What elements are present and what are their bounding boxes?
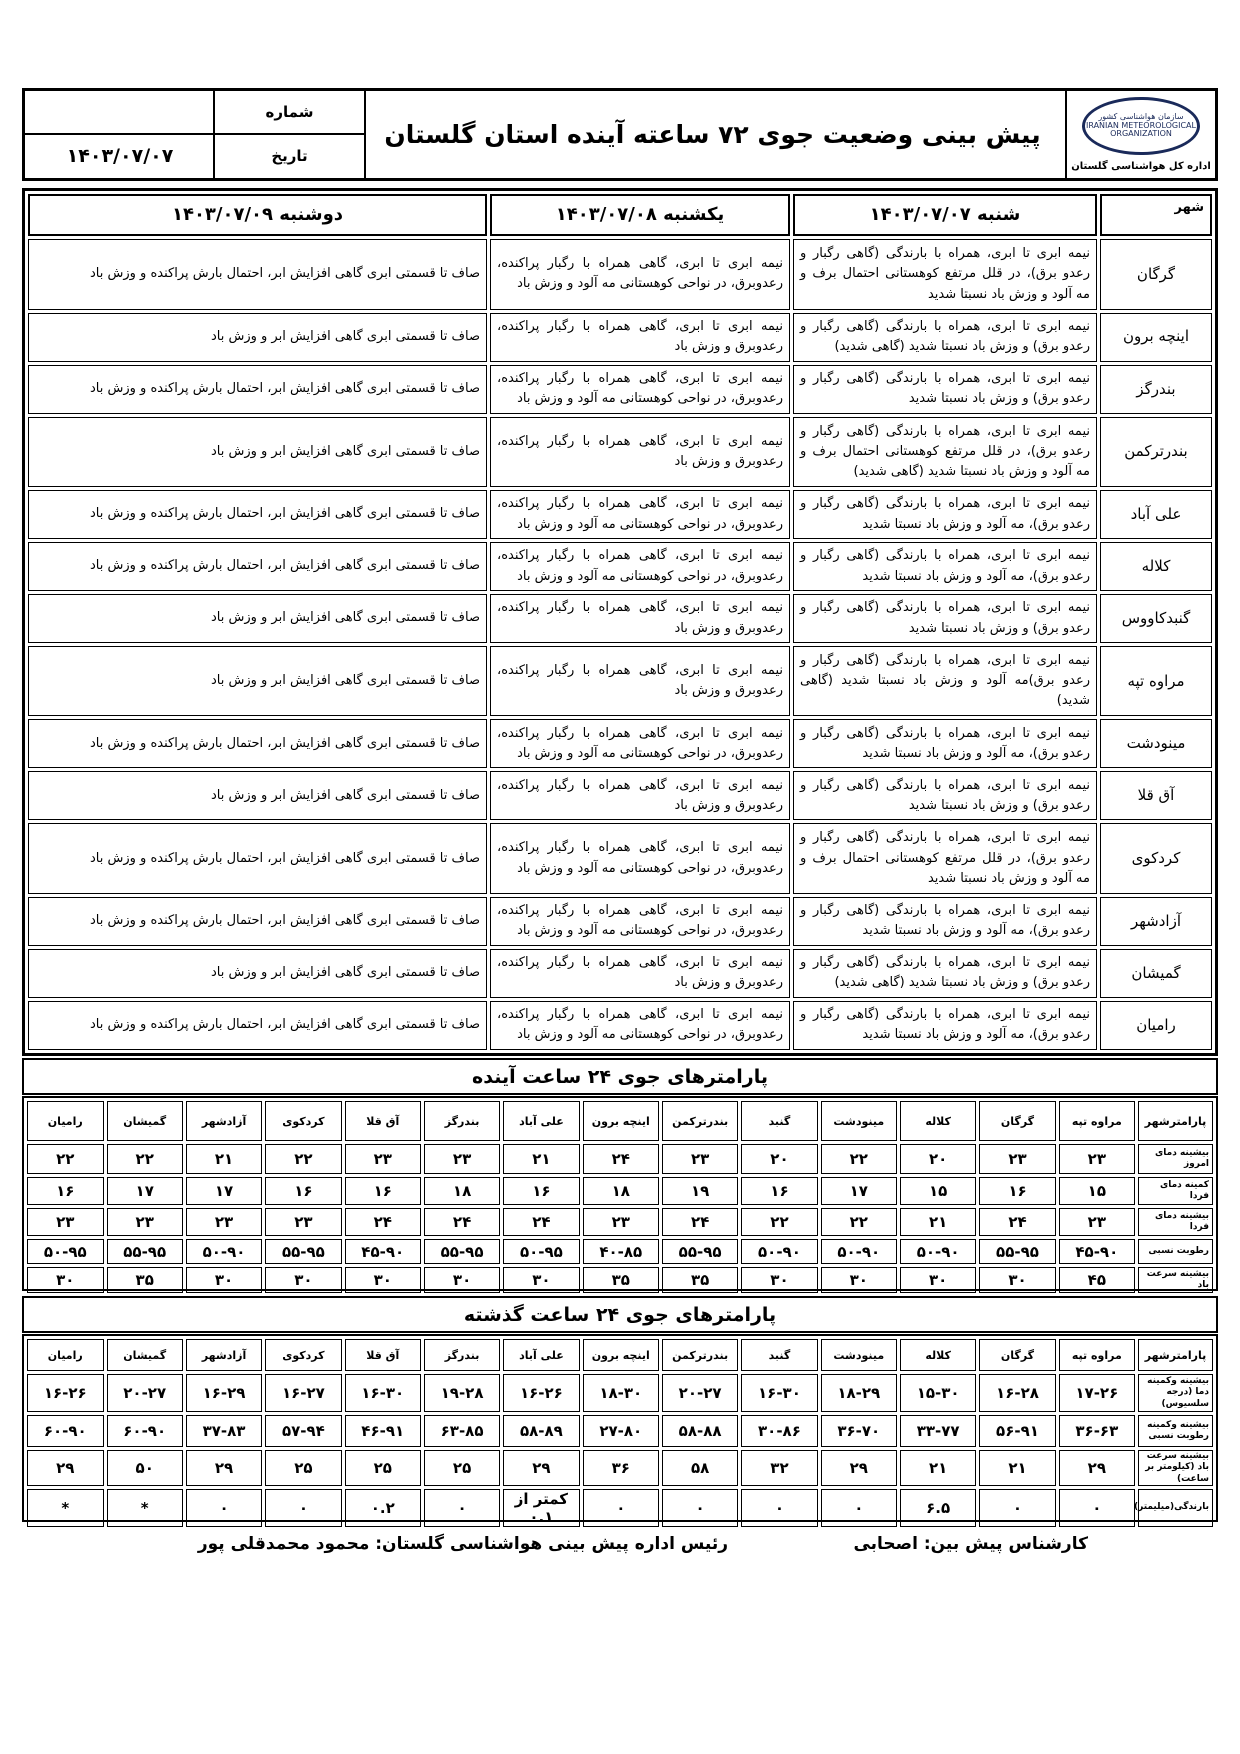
param-value: ۱۶ — [265, 1177, 341, 1205]
forecast-text: نیمه ابری تا ابری، همراه با بارندگی (گاهی رگبار و رعدو برق)، مه آلود و وزش باد نسبتا شدید — [793, 1001, 1097, 1050]
forecast-row — [28, 897, 1212, 946]
param-value: ۳۰ — [345, 1267, 421, 1293]
param-city-header: کردکوی — [265, 1101, 341, 1141]
param-value: ۰ — [186, 1489, 262, 1527]
forecast-text: صاف تا قسمتی ابری گاهی افزایش ابر، احتمال بارش پراکنده و وزش باد — [28, 490, 487, 539]
city-name: آزادشهر — [1100, 897, 1212, 946]
param-value: ۱۶-۳۰ — [345, 1374, 421, 1412]
param-city-header: بندرگز — [424, 1101, 500, 1141]
forecast-row — [28, 594, 1212, 643]
param-city-header: بندرترکمن — [662, 1339, 738, 1371]
param-city-header: مینودشت — [821, 1101, 897, 1141]
param-value: ۴۵ — [1059, 1267, 1135, 1293]
param-value: ۳۵ — [583, 1267, 659, 1293]
param-city-header: علی آباد — [503, 1101, 579, 1141]
param-city-header: گرگان — [979, 1339, 1055, 1371]
param-value: ۰ — [741, 1489, 817, 1527]
param-value: ۲۳ — [345, 1144, 421, 1174]
param-row — [27, 1239, 1213, 1264]
forecast-text: صاف تا قسمتی ابری گاهی افزایش ابر و وزش باد — [28, 949, 487, 998]
forecast-text: نیمه ابری تا ابری، گاهی همراه با رگبار پراکنده، رعدوبرق، در نواحی کوهستانی مه آلود و وزش باد — [490, 239, 790, 309]
city-name: گنبدکاووس — [1100, 594, 1212, 643]
param-city-header: مراوه تپه — [1059, 1339, 1135, 1371]
city-name: بندرترکمن — [1100, 417, 1212, 487]
param-value: ۲۵ — [265, 1450, 341, 1486]
forecast-text: نیمه ابری تا ابری، همراه با بارندگی (گاهی رگبار و رعدو برق) و وزش باد نسبتا شدید (گاهی شدید) — [793, 313, 1097, 362]
param-value: ۵۰-۹۰ — [741, 1239, 817, 1264]
param-value: ۲۱ — [900, 1208, 976, 1236]
forecast-text: صاف تا قسمتی ابری گاهی افزایش ابر و وزش باد — [28, 771, 487, 820]
city-column-header: شهر — [1100, 194, 1212, 236]
forecast-text: نیمه ابری تا ابری، گاهی همراه با رگبار پراکنده، رعدوبرق، در نواحی کوهستانی مه آلود و وزش باد — [490, 823, 790, 893]
city-name: بندرگز — [1100, 365, 1212, 414]
param-city-header: آق قلا — [345, 1101, 421, 1141]
param-value: ۲۳ — [1059, 1144, 1135, 1174]
param-city-header: مراوه تپه — [1059, 1101, 1135, 1141]
param-city-header: علی آباد — [503, 1339, 579, 1371]
param-value: ۱۶-۳۰ — [741, 1374, 817, 1412]
forecast-text: نیمه ابری تا ابری، گاهی همراه با رگبار پراکنده، رعدوبرق و وزش باد — [490, 646, 790, 716]
report-title: پیش بینی وضعیت جوی ۷۲ ساعته آینده استان گلستان — [384, 120, 1041, 149]
forecast-text: نیمه ابری تا ابری، همراه با بارندگی (گاهی رگبار و رعدو برق) و وزش باد نسبتا شدید (گاهی شدید) — [793, 949, 1097, 998]
forecast-text: نیمه ابری تا ابری، گاهی همراه با رگبار پراکنده، رعدوبرق، در نواحی کوهستانی مه آلود و وزش باد — [490, 542, 790, 591]
param-value: ۴۰-۸۵ — [583, 1239, 659, 1264]
param-value: * — [27, 1489, 104, 1527]
param-row — [27, 1450, 1213, 1486]
param-value: ۰ — [821, 1489, 897, 1527]
param-value: ۳۰ — [900, 1267, 976, 1293]
param-value: ۲۴ — [662, 1208, 738, 1236]
param-city-header: کردکوی — [265, 1339, 341, 1371]
param-value: ۱۵ — [1059, 1177, 1135, 1205]
day-header: یکشنبه ۱۴۰۳/۰۷/۰۸ — [490, 194, 790, 236]
param-value: ۲۲ — [821, 1144, 897, 1174]
param-value: ۶۰-۹۰ — [107, 1415, 183, 1447]
forecast-text: نیمه ابری تا ابری، گاهی همراه با رگبار پراکنده، رعدوبرق، در نواحی کوهستانی مه آلود و وزش باد — [490, 1001, 790, 1050]
forecaster-name: کارشناس پیش بین: اصحابی — [853, 1534, 1088, 1554]
param-value: ۵۰-۹۰ — [186, 1239, 262, 1264]
forecast-row — [28, 490, 1212, 539]
param-value: ۵۵-۹۵ — [662, 1239, 738, 1264]
param-value: ۲۰-۲۷ — [107, 1374, 183, 1412]
param-value: ۱۷ — [186, 1177, 262, 1205]
param-city-header: اینچه برون — [583, 1339, 659, 1371]
param-value: ۲۲ — [27, 1144, 104, 1174]
forecast-row — [28, 365, 1212, 414]
param-value: ۰ — [583, 1489, 659, 1527]
meteorology-logo-icon — [1082, 97, 1200, 155]
param-value: ۱۶-۲۸ — [979, 1374, 1055, 1412]
param-row — [27, 1208, 1213, 1236]
param-value: ۳۰ — [741, 1267, 817, 1293]
param-value: ۶.۵ — [900, 1489, 976, 1527]
param-row — [27, 1177, 1213, 1205]
param-value: ۵۰-۹۰ — [821, 1239, 897, 1264]
param-value: ۶۰-۹۰ — [27, 1415, 104, 1447]
forecast-row — [28, 719, 1212, 768]
param-value: ۴۶-۹۱ — [345, 1415, 421, 1447]
param-label: بیشینه دمای فردا — [1138, 1208, 1213, 1236]
param-value: ۲۳ — [424, 1144, 500, 1174]
forecast-row — [28, 239, 1212, 309]
param-value: ۳۰ — [979, 1267, 1055, 1293]
param-city-header: کلاله — [900, 1339, 976, 1371]
forecast-row — [28, 542, 1212, 591]
param-value: ۱۹-۲۸ — [424, 1374, 500, 1412]
forecast-text: نیمه ابری تا ابری، گاهی همراه با رگبار پراکنده، رعدوبرق و وزش باد — [490, 313, 790, 362]
param-value: ۲۳ — [1059, 1208, 1135, 1236]
param-value: ۲۱ — [186, 1144, 262, 1174]
param-value: ۱۷ — [821, 1177, 897, 1205]
param-header-row — [27, 1339, 1213, 1371]
param-value: ۲۹ — [1059, 1450, 1135, 1486]
param-value: ۱۶ — [979, 1177, 1055, 1205]
param-value: ۵۸-۸۹ — [503, 1415, 579, 1447]
param-value: ۰ — [662, 1489, 738, 1527]
city-name: کردکوی — [1100, 823, 1212, 893]
param-column-header: پارامترشهر — [1138, 1101, 1213, 1141]
param-value: ۲۱ — [503, 1144, 579, 1174]
param-value: ۴۵-۹۰ — [1059, 1239, 1135, 1264]
report-meta — [25, 91, 366, 178]
param-value: ۵۸-۸۸ — [662, 1415, 738, 1447]
param-value: ۵۸ — [662, 1450, 738, 1486]
param-row — [27, 1267, 1213, 1293]
param-city-header: آزادشهر — [186, 1339, 262, 1371]
param-city-header: بندرترکمن — [662, 1101, 738, 1141]
date-label: تاریخ — [213, 135, 364, 179]
forecast-text: نیمه ابری تا ابری، همراه با بارندگی (گاهی رگبار و رعدو برق)، مه آلود و وزش باد نسبتا شدید — [793, 490, 1097, 539]
param-value: ۳۵ — [662, 1267, 738, 1293]
param-city-header: آزادشهر — [186, 1101, 262, 1141]
param-value: ۰ — [265, 1489, 341, 1527]
forecast-row — [28, 1001, 1212, 1050]
forecast-text: صاف تا قسمتی ابری گاهی افزایش ابر و وزش باد — [28, 594, 487, 643]
param-value: ۳۰ — [821, 1267, 897, 1293]
forecast-text: نیمه ابری تا ابری، همراه با بارندگی (گاهی رگبار و رعدو برق) و وزش باد نسبتا شدید — [793, 365, 1097, 414]
param-value: ۳۰ — [424, 1267, 500, 1293]
param-label: بیشینه وکمینه دما (درجه سلسیوس) — [1138, 1374, 1213, 1412]
organization-logo — [1065, 91, 1215, 178]
param-value: ۲۳ — [186, 1208, 262, 1236]
param-value: ۲۳ — [107, 1208, 183, 1236]
forecast-text: نیمه ابری تا ابری، گاهی همراه با رگبار پراکنده، رعدوبرق، در نواحی کوهستانی مه آلود و وزش باد — [490, 897, 790, 946]
param-value: * — [107, 1489, 183, 1527]
forecast-text: صاف تا قسمتی ابری گاهی افزایش ابر و وزش باد — [28, 313, 487, 362]
param-value: ۲۹ — [821, 1450, 897, 1486]
next24-table — [22, 1096, 1218, 1291]
city-name: گمیشان — [1100, 949, 1212, 998]
param-value: ۰.۲ — [345, 1489, 421, 1527]
city-name: مراوه تپه — [1100, 646, 1212, 716]
forecast-row — [28, 313, 1212, 362]
param-value: ۲۵ — [345, 1450, 421, 1486]
param-value: ۱۸ — [424, 1177, 500, 1205]
past24-table — [22, 1334, 1218, 1526]
param-city-header: بندرگز — [424, 1339, 500, 1371]
param-value: ۶۳-۸۵ — [424, 1415, 500, 1447]
report-footer — [22, 1534, 1218, 1564]
param-value: کمتر از ۰.۱ — [503, 1489, 579, 1527]
param-value: ۲۹ — [27, 1450, 104, 1486]
next24-title: پارامترهای جوی ۲۴ ساعت آینده — [22, 1058, 1218, 1095]
forecast-text: صاف تا قسمتی ابری گاهی افزایش ابر، احتمال بارش پراکنده و وزش باد — [28, 239, 487, 309]
param-row — [27, 1374, 1213, 1412]
forecast-text: نیمه ابری تا ابری، گاهی همراه با رگبار پراکنده، رعدوبرق، در نواحی کوهستانی مه آلود و وزش باد — [490, 365, 790, 414]
param-value: ۱۶-۲۹ — [186, 1374, 262, 1412]
param-value: ۰ — [979, 1489, 1055, 1527]
param-value: ۲۳ — [979, 1144, 1055, 1174]
param-label: بیشینه وکمینه رطوبت نسبی — [1138, 1415, 1213, 1447]
param-city-header: گرگان — [979, 1101, 1055, 1141]
logo-text: سازمان هواشناسی کشور IRANIAN METEOROLOGICAL ORGANIZATION — [1085, 111, 1196, 139]
param-value: ۳۰ — [27, 1267, 104, 1293]
past24-title: پارامترهای جوی ۲۴ ساعت گذشته — [22, 1296, 1218, 1333]
forecast-text: صاف تا قسمتی ابری گاهی افزایش ابر، احتمال بارش پراکنده و وزش باد — [28, 365, 487, 414]
param-row — [27, 1144, 1213, 1174]
forecast-text: نیمه ابری تا ابری، همراه با بارندگی (گاهی رگبار و رعدو برق)، مه آلود و وزش باد نسبتا شدید — [793, 542, 1097, 591]
param-value: ۲۹ — [186, 1450, 262, 1486]
forecast-text: نیمه ابری تا ابری، گاهی همراه با رگبار پراکنده، رعدوبرق، در نواحی کوهستانی مه آلود و وزش باد — [490, 490, 790, 539]
param-value: ۲۲ — [741, 1208, 817, 1236]
param-value: ۱۶-۲۷ — [265, 1374, 341, 1412]
param-value: ۵۵-۹۵ — [265, 1239, 341, 1264]
param-value: ۵۵-۹۵ — [107, 1239, 183, 1264]
param-label: بیشینه سرعت باد — [1138, 1267, 1213, 1293]
forecast-text: نیمه ابری تا ابری، گاهی همراه با رگبار پراکنده، رعدوبرق و وزش باد — [490, 594, 790, 643]
param-value: ۲۱ — [979, 1450, 1055, 1486]
param-value: ۲۴ — [979, 1208, 1055, 1236]
number-value — [25, 91, 215, 133]
forecast-row — [28, 646, 1212, 716]
param-value: ۵۰-۹۵ — [503, 1239, 579, 1264]
param-city-header: گمیشان — [107, 1101, 183, 1141]
param-row — [27, 1415, 1213, 1447]
param-value: ۲۰-۲۷ — [662, 1374, 738, 1412]
param-value: ۲۲ — [265, 1144, 341, 1174]
city-name: رامیان — [1100, 1001, 1212, 1050]
param-value: ۲۰ — [900, 1144, 976, 1174]
param-value: ۳۶-۶۳ — [1059, 1415, 1135, 1447]
param-value: ۱۵ — [900, 1177, 976, 1205]
param-city-header: گنبد — [741, 1101, 817, 1141]
day-header: شنبه ۱۴۰۳/۰۷/۰۷ — [793, 194, 1097, 236]
forecast-row — [28, 949, 1212, 998]
forecast-text: نیمه ابری تا ابری، همراه با بارندگی (گاهی رگبار و رعدو برق) و وزش باد نسبتا شدید — [793, 771, 1097, 820]
param-value: ۳۵ — [107, 1267, 183, 1293]
param-value: ۳۶ — [583, 1450, 659, 1486]
forecast-text: صاف تا قسمتی ابری گاهی افزایش ابر، احتمال بارش پراکنده و وزش باد — [28, 897, 487, 946]
param-value: ۲۹ — [503, 1450, 579, 1486]
forecast-text: صاف تا قسمتی ابری گاهی افزایش ابر، احتمال بارش پراکنده و وزش باد — [28, 1001, 487, 1050]
param-value: ۰ — [1059, 1489, 1135, 1527]
report-header — [22, 88, 1218, 181]
param-label: کمینه دمای فردا — [1138, 1177, 1213, 1205]
city-name: آق قلا — [1100, 771, 1212, 820]
logo-caption: اداره کل هواشناسی گلستان — [1071, 161, 1211, 172]
chief-name: رئیس اداره پیش بینی هواشناسی گلستان: محمود محمدقلی پور — [197, 1534, 728, 1554]
param-city-header: مینودشت — [821, 1339, 897, 1371]
param-value: ۵۰ — [107, 1450, 183, 1486]
param-value: ۱۸ — [583, 1177, 659, 1205]
param-value: ۱۶ — [345, 1177, 421, 1205]
param-value: ۳۶-۷۰ — [821, 1415, 897, 1447]
forecast-text: صاف تا قسمتی ابری گاهی افزایش ابر و وزش باد — [28, 417, 487, 487]
param-value: ۱۶-۲۶ — [503, 1374, 579, 1412]
forecast-text: نیمه ابری تا ابری، همراه با بارندگی (گاهی رگبار و رعدو برق) و وزش باد نسبتا شدید — [793, 594, 1097, 643]
forecast-text: نیمه ابری تا ابری، همراه با بارندگی (گاهی رگبار و رعدو برق)، مه آلود و وزش باد نسبتا شدید — [793, 897, 1097, 946]
param-value: ۲۲ — [107, 1144, 183, 1174]
forecast-text: نیمه ابری تا ابری، گاهی همراه با رگبار پراکنده، رعدوبرق و وزش باد — [490, 771, 790, 820]
city-name: مینودشت — [1100, 719, 1212, 768]
param-city-header: گمیشان — [107, 1339, 183, 1371]
param-row — [27, 1489, 1213, 1527]
param-value: ۳۰ — [265, 1267, 341, 1293]
param-value: ۳۰ — [503, 1267, 579, 1293]
param-label: رطوبت نسبی — [1138, 1239, 1213, 1264]
forecast-text: نیمه ابری تا ابری، گاهی همراه با رگبار پراکنده، رعدوبرق و وزش باد — [490, 949, 790, 998]
forecast-text: نیمه ابری تا ابری، همراه با بارندگی (گاهی رگبار و رعدو برق)، در قلل مرتفع کوهستانی احتمال برف و مه آلود و وزش باد نسبتا شدید — [793, 823, 1097, 893]
param-value: ۱۶ — [503, 1177, 579, 1205]
forecast-text: صاف تا قسمتی ابری گاهی افزایش ابر، احتمال بارش پراکنده و وزش باد — [28, 719, 487, 768]
city-name: کلاله — [1100, 542, 1212, 591]
param-value: ۲۷-۸۰ — [583, 1415, 659, 1447]
forecast-row — [28, 417, 1212, 487]
date-value: ۱۴۰۳/۰۷/۰۷ — [66, 145, 174, 168]
param-city-header: اینچه برون — [583, 1101, 659, 1141]
param-value: ۲۳ — [265, 1208, 341, 1236]
param-city-header: کلاله — [900, 1101, 976, 1141]
param-city-header: گنبد — [741, 1339, 817, 1371]
param-value: ۲۵ — [424, 1450, 500, 1486]
forecast-table — [22, 188, 1218, 1056]
param-value: ۵۰-۹۰ — [900, 1239, 976, 1264]
param-value: ۲۴ — [583, 1144, 659, 1174]
forecast-text: صاف تا قسمتی ابری گاهی افزایش ابر، احتمال بارش پراکنده و وزش باد — [28, 542, 487, 591]
param-value: ۵۶-۹۱ — [979, 1415, 1055, 1447]
param-value: ۳۳-۷۷ — [900, 1415, 976, 1447]
day-header: دوشنبه ۱۴۰۳/۰۷/۰۹ — [28, 194, 487, 236]
param-value: ۱۹ — [662, 1177, 738, 1205]
forecast-row — [28, 771, 1212, 820]
param-header-row — [27, 1101, 1213, 1141]
param-value: ۱۸-۳۰ — [583, 1374, 659, 1412]
param-value: ۲۴ — [503, 1208, 579, 1236]
param-value: ۵۰-۹۵ — [27, 1239, 104, 1264]
city-name: اینچه برون — [1100, 313, 1212, 362]
param-label: بیشینه سرعت باد (کیلومتر بر ساعت) — [1138, 1450, 1213, 1486]
param-value: ۵۵-۹۵ — [979, 1239, 1055, 1264]
param-city-header: رامیان — [27, 1101, 104, 1141]
forecast-text: نیمه ابری تا ابری، همراه با بارندگی (گاهی رگبار و رعدو برق)، مه آلود و وزش باد نسبتا شدید — [793, 719, 1097, 768]
param-value: ۳۰ — [186, 1267, 262, 1293]
param-value: ۲۳ — [662, 1144, 738, 1174]
param-value: ۱۷-۲۶ — [1059, 1374, 1135, 1412]
param-value: ۲۴ — [345, 1208, 421, 1236]
forecast-row — [28, 823, 1212, 893]
param-city-header: رامیان — [27, 1339, 104, 1371]
param-value: ۲۴ — [424, 1208, 500, 1236]
forecast-text: نیمه ابری تا ابری، همراه با بارندگی (گاهی رگبار و رعدو برق)، در قلل مرتفع کوهستانی احتمال برف و مه آلود و وزش باد نسبتا شدید — [793, 239, 1097, 309]
param-value: ۲۲ — [821, 1208, 897, 1236]
forecast-text: نیمه ابری تا ابری، گاهی همراه با رگبار پراکنده، رعدوبرق و وزش باد — [490, 417, 790, 487]
param-value: ۲۳ — [27, 1208, 104, 1236]
param-value: ۳۷-۸۳ — [186, 1415, 262, 1447]
param-value: ۱۵-۳۰ — [900, 1374, 976, 1412]
forecast-text: نیمه ابری تا ابری، همراه با بارندگی (گاهی رگبار و رعدو برق)مه آلود و وزش باد نسبتا شدید (گاهی شدید) — [793, 646, 1097, 716]
param-value: ۵۷-۹۴ — [265, 1415, 341, 1447]
forecast-text: نیمه ابری تا ابری، گاهی همراه با رگبار پراکنده، رعدوبرق، در نواحی کوهستانی مه آلود و وزش باد — [490, 719, 790, 768]
param-value: ۱۷ — [107, 1177, 183, 1205]
param-value: ۰ — [424, 1489, 500, 1527]
param-city-header: آق قلا — [345, 1339, 421, 1371]
param-label: بیشینه دمای امروز — [1138, 1144, 1213, 1174]
forecast-text: صاف تا قسمتی ابری گاهی افزایش ابر، احتمال بارش پراکنده و وزش باد — [28, 823, 487, 893]
param-value: ۱۶-۲۶ — [27, 1374, 104, 1412]
param-value: ۳۲ — [741, 1450, 817, 1486]
param-value: ۴۵-۹۰ — [345, 1239, 421, 1264]
param-value: ۲۱ — [900, 1450, 976, 1486]
param-value: ۱۸-۲۹ — [821, 1374, 897, 1412]
param-value: ۲۳ — [583, 1208, 659, 1236]
param-value: ۱۶ — [741, 1177, 817, 1205]
city-name: علی آباد — [1100, 490, 1212, 539]
param-value: ۱۶ — [27, 1177, 104, 1205]
forecast-text: صاف تا قسمتی ابری گاهی افزایش ابر و وزش باد — [28, 646, 487, 716]
param-label: بارندگی(میلیمتر) — [1138, 1489, 1213, 1527]
param-value: ۵۵-۹۵ — [424, 1239, 500, 1264]
city-name: گرگان — [1100, 239, 1212, 309]
param-column-header: پارامترشهر — [1138, 1339, 1213, 1371]
forecast-text: نیمه ابری تا ابری، همراه با بارندگی (گاهی رگبار و رعدو برق)، در قلل مرتفع کوهستانی احتمال برف و مه آلود و وزش باد نسبتا شدید (گاهی شدید) — [793, 417, 1097, 487]
number-label: شماره — [213, 91, 364, 133]
param-value: ۳۰-۸۶ — [741, 1415, 817, 1447]
param-value: ۲۰ — [741, 1144, 817, 1174]
